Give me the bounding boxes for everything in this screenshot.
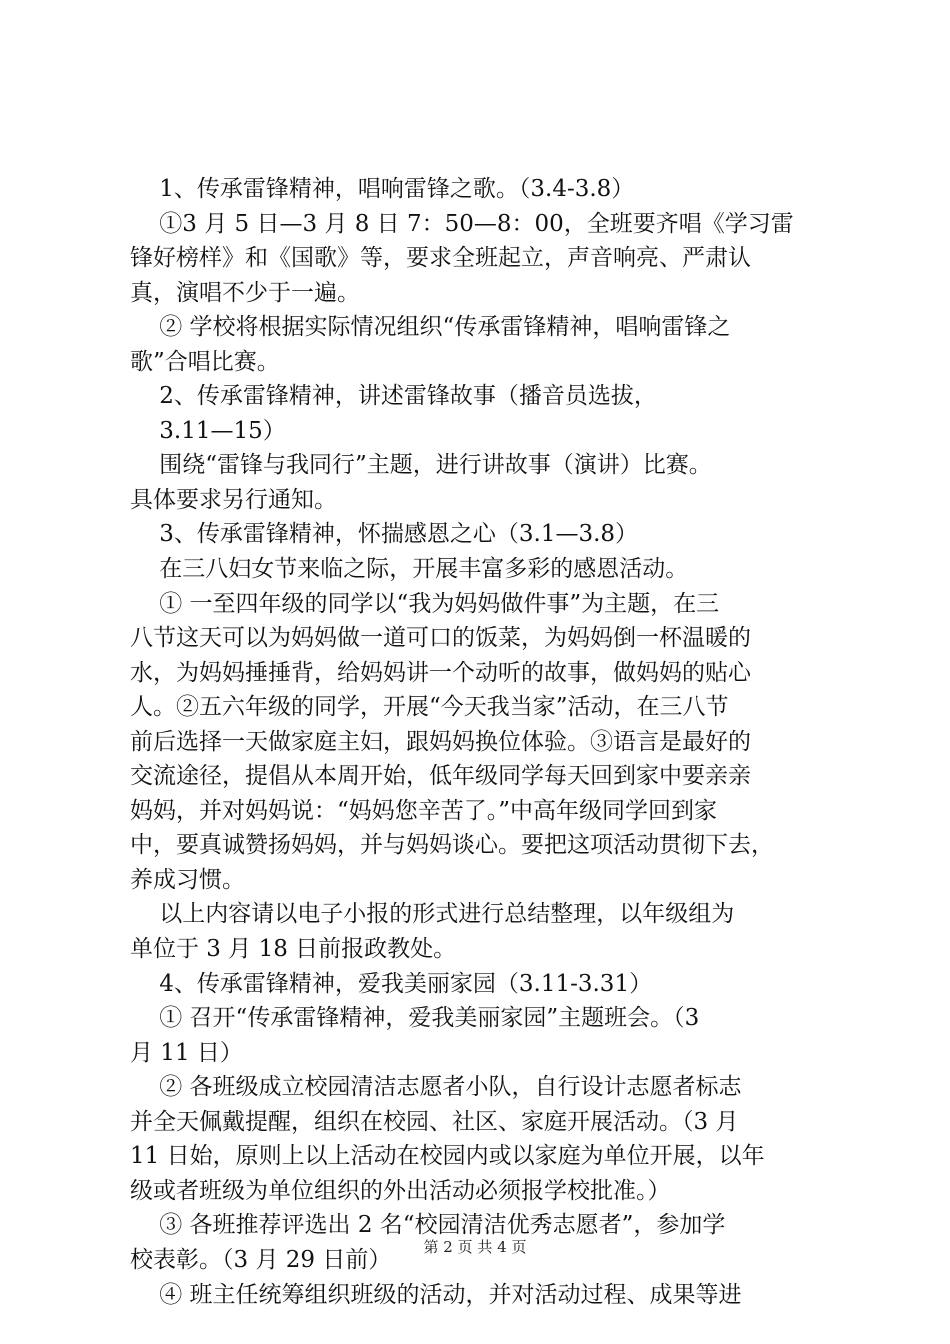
page-footer: 第 2 页 共 4 页 (423, 1238, 527, 1256)
text-line: 3、传承雷锋精神，怀揣感恩之心（3.1—3.8） (130, 521, 639, 548)
text-line: ② 各班级成立校园清洁志愿者小队，自行设计志愿者标志 (130, 1074, 742, 1101)
text-line: 前后选择一天做家庭主妇，跟妈妈换位体验。③语言是最好的 (130, 728, 751, 755)
text-line: 歌”合唱比赛。 (130, 348, 280, 375)
text-line: 交流途径，提倡从本周开始，低年级同学每天回到家中要亲亲 (130, 763, 751, 790)
text-line: 人。②五六年级的同学，开展“今天我当家”活动，在三八节 (130, 694, 729, 721)
text-line: 级或者班级为单位组织的外出活动必须报学校批准。） (130, 1177, 671, 1204)
text-line: 月 11 日） (130, 1039, 243, 1066)
text-line: ③ 各班推荐评选出 2 名“校园清洁优秀志愿者”，参加学 (130, 1212, 726, 1239)
text-line: ① 召开“传承雷锋精神，爱我美丽家园”主题班会。（3 (130, 1005, 700, 1032)
document-body (130, 172, 835, 1312)
text-line: ④ 班主任统筹组织班级的活动，并对活动过程、成果等进 (130, 1281, 742, 1308)
text-line: 真，演唱不少于一遍。 (130, 279, 360, 306)
text-line: 4、传承雷锋精神，爱我美丽家园（3.11-3.31） (130, 970, 653, 997)
text-line: 11 日始，原则上以上活动在校园内或以家庭为单位开展，以年 (130, 1143, 765, 1170)
text-line: 养成习惯。 (130, 866, 245, 893)
text-line: ①3 月 5 日—3 月 8 日 7：50—8：00，全班要齐唱《学习雷 (130, 210, 794, 237)
text-line: 2、传承雷锋精神，讲述雷锋故事（播音员选拔， (130, 383, 657, 410)
text-line: 1、传承雷锋精神，唱响雷锋之歌。（3.4-3.8） (130, 176, 635, 202)
text-line: 以上内容请以电子小报的形式进行总结整理，以年级组为 (130, 901, 735, 928)
text-line: 校表彰。（3 月 29 日前） (130, 1246, 392, 1273)
text-line: 具体要求另行通知。 (130, 486, 337, 513)
text-line: 中，要真诚赞扬妈妈，并与妈妈谈心。要把这项活动贯彻下去， (130, 832, 774, 859)
text-line: ② 学校将根据实际情况组织“传承雷锋精神，唱响雷锋之 (130, 314, 731, 341)
text-line: 妈妈，并对妈妈说：“妈妈您辛苦了。”中高年级同学回到家 (130, 797, 718, 824)
text-line: 单位于 3 月 18 日前报政教处。 (130, 936, 457, 963)
text-line: 在三八妇女节来临之际，开展丰富多彩的感恩活动。 (130, 556, 689, 583)
text-line: 水，为妈妈捶捶背，给妈妈讲一个动听的故事，做妈妈的贴心 (130, 659, 751, 686)
text-line: 围绕“雷锋与我同行”主题，进行讲故事（演讲）比赛。 (130, 452, 712, 479)
text-line: 并全天佩戴提醒，组织在校园、社区、家庭开展活动。（3 月 (130, 1108, 739, 1135)
text-line: 八节这天可以为妈妈做一道可口的饭菜，为妈妈倒一杯温暖的 (130, 625, 751, 652)
text-line: 锋好榜样》和《国歌》等，要求全班起立，声音响亮、严肃认 (130, 245, 751, 272)
text-line: 3.11—15） (130, 417, 286, 444)
text-line: ① 一至四年级的同学以“我为妈妈做件事”为主题，在三 (130, 590, 720, 617)
